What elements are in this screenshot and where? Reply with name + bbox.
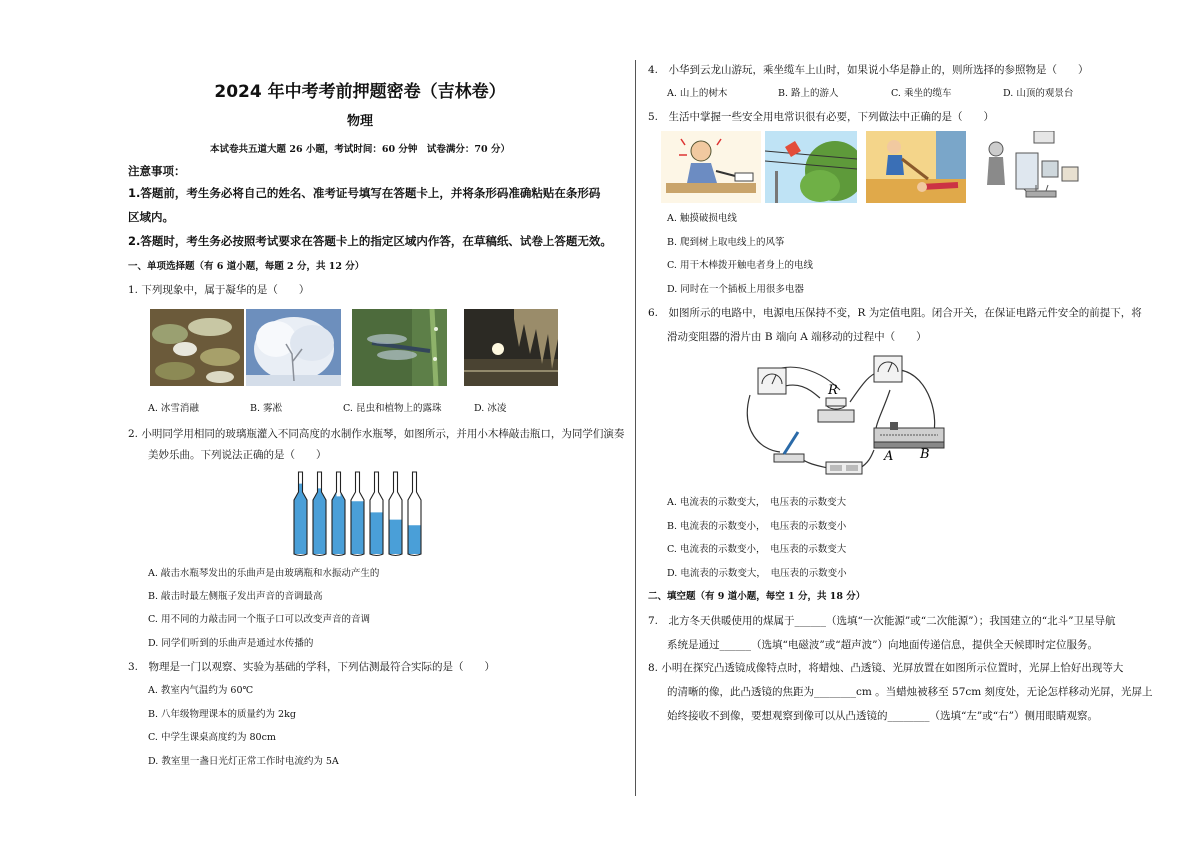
rheostat-end-a-label: A — [884, 449, 894, 464]
q3-option-a: A. 教室内气温约为 60℃ — [148, 685, 254, 696]
q4-option-d: D. 山顶的观景台 — [1003, 88, 1074, 99]
q8-line-2: 的清晰的像，此凸透镜的焦距为________cm 。当蜡烛被移至 57cm 刻度处，无论怎样移动光屏，光屏上 — [667, 686, 1153, 698]
q6-stem: 6. 如图所示的电路中，电源电压保持不变，R 为定值电阻。闭合开关，在保证电路元件安全的前提下，将 — [648, 307, 1142, 319]
q4-option-c: C. 乘坐的缆车 — [891, 88, 952, 99]
q3-option-d: D. 教室里一盏日光灯正常工作时电流约为 5A — [148, 756, 339, 767]
q1-option-b: B. 雾凇 — [250, 403, 283, 414]
q6-stem-cont: 滑动变阻器的滑片由 B 端向 A 端移动的过程中（ ） — [667, 331, 927, 343]
q8-line-1: 8. 小明在探究凸透镜成像特点时，将蜡烛、凸透镜、光屏放置在如图所示位置时，光屏上恰好出现等大 — [648, 662, 1124, 674]
q4-stem: 4. 小华到云龙山游玩，乘坐缆车上山时，如果说小华是静止的，则所选择的参照物是（ ） — [648, 64, 1089, 76]
column-divider — [635, 60, 636, 796]
q1-option-a: A. 冰雪消融 — [148, 403, 199, 414]
q2-water-bottle-figure — [290, 470, 430, 558]
resistor-icon — [818, 398, 854, 422]
water-bottle-5 — [370, 472, 383, 556]
q5-image-rescue-with-stick — [866, 131, 966, 203]
section-1-heading: 一、单项选择题（有 6 道小题，每题 2 分，共 12 分） — [128, 261, 365, 272]
q2-option-a: A. 敲击水瓶琴发出的乐曲声是由玻璃瓶和水振动产生的 — [148, 568, 380, 579]
q5-option-c: C. 用干木棒拨开触电者身上的电线 — [667, 260, 813, 271]
water-bottle-6 — [389, 472, 402, 556]
notice-item-1: 1.答题前，考生务必将自己的姓名、准考证号填写在答题卡上，并将条形码准确粘贴在条形码 — [128, 186, 601, 200]
water-level-7 — [408, 525, 421, 554]
rheostat-end-b-label: B — [920, 447, 930, 462]
rheostat-icon — [874, 422, 944, 448]
water-level-4 — [351, 501, 364, 554]
q1-photo-rime — [246, 309, 341, 386]
q5-image-overloaded-socket — [976, 131, 1084, 203]
q5-option-a: A. 触摸破损电线 — [667, 213, 737, 224]
notice-item-1-cont: 区域内。 — [128, 210, 174, 224]
water-level-2 — [313, 488, 326, 554]
q1-photo-ice-melting — [150, 309, 244, 386]
notice-heading: 注意事项： — [128, 164, 186, 178]
q2-option-b: B. 敲击时最左侧瓶子发出声音的音调最高 — [148, 591, 323, 602]
q1-photo-dewdrops-on-insect — [352, 309, 447, 386]
water-level-6 — [389, 520, 402, 554]
battery-icon — [826, 462, 862, 474]
water-bottle-7 — [408, 472, 421, 556]
q6-circuit-diagram — [740, 350, 950, 480]
notice-item-2: 2.答题时，考生务必按照考试要求在答题卡上的指定区域内作答，在草稿纸、试卷上答题无效。 — [128, 234, 612, 248]
q3-stem: 3. 物理是一门以观察、实验为基础的学科，下列估测最符合实际的是（ ） — [128, 661, 496, 673]
q4-option-b: B. 路上的游人 — [778, 88, 839, 99]
q1-option-c: C. 昆虫和植物上的露珠 — [343, 403, 442, 414]
q6-option-d: D. 电流表的示数变大， 电压表的示数变小 — [667, 568, 847, 579]
water-bottle-1 — [294, 472, 307, 556]
q2-option-d: D. 同学们听到的乐曲声是通过水传播的 — [148, 638, 314, 649]
q5-stem: 5. 生活中掌握一些安全用电常识很有必要，下列做法中正确的是（ ） — [648, 111, 995, 123]
voltmeter-icon — [874, 356, 902, 382]
q7-line-1: 7. 北方冬天供暖使用的煤属于______（选填“一次能源”或“二次能源”）；我国建立的“北斗”卫星导航 — [648, 615, 1116, 627]
subject-heading: 物理 — [346, 114, 373, 129]
water-bottle-2 — [313, 472, 326, 556]
q5-option-d: D. 同时在一个插板上用很多电器 — [667, 284, 804, 295]
switch-icon — [774, 432, 804, 462]
q5-option-b: B. 爬到树上取电线上的风筝 — [667, 237, 785, 248]
q5-image-touching-wire — [661, 131, 761, 203]
exam-info: 本试卷共五道大题 26 小题，考试时间：60 分钟 试卷满分：70 分） — [210, 144, 510, 155]
q6-option-a: A. 电流表的示数变大， 电压表的示数变大 — [667, 497, 847, 508]
q8-line-3: 始终接收不到像，要想观察到像可以从凸透镜的________（选填“左”或“右”）侧用眼睛观察。 — [667, 710, 1098, 722]
q2-option-c: C. 用不同的力敲击同一个瓶子口可以改变声音的音调 — [148, 614, 370, 625]
exam-title: 2024 年中考考前押题密卷（吉林卷） — [214, 82, 506, 102]
water-level-1 — [294, 484, 307, 554]
q2-stem: 2. 小明同学用相同的玻璃瓶灌入不同高度的水制作水瓶琴，如图所示，并用小木棒敲击瓶口，为同学们演奏 — [128, 428, 625, 440]
q5-image-kite-on-wire — [765, 131, 857, 203]
water-bottle-3 — [332, 472, 345, 556]
water-level-5 — [370, 512, 383, 554]
q1-option-d: D. 冰凌 — [474, 403, 507, 414]
q2-stem-cont: 美妙乐曲。下列说法正确的是（ ） — [148, 449, 327, 461]
q3-option-b: B. 八年级物理课本的质量约为 2kg — [148, 709, 296, 720]
q6-option-b: B. 电流表的示数变小， 电压表的示数变小 — [667, 521, 847, 532]
q1-stem: 1. 下列现象中，属于凝华的是（ ） — [128, 284, 310, 296]
section-2-heading: 二、填空题（有 9 道小题，每空 1 分，共 18 分） — [648, 591, 866, 602]
q6-option-c: C. 电流表的示数变小， 电压表的示数变大 — [667, 544, 847, 555]
q1-photo-icicles — [464, 309, 558, 386]
q4-option-a: A. 山上的树木 — [667, 88, 728, 99]
q3-option-c: C. 中学生课桌高度约为 80cm — [148, 732, 276, 743]
water-bottle-4 — [351, 472, 364, 556]
ammeter-icon — [758, 368, 786, 394]
resistor-label: R — [828, 383, 838, 398]
q7-line-2: 系统是通过______（选填“电磁波”或“超声波”）向地面传递信息，提供全天候即时定位服务。 — [667, 639, 1098, 651]
water-level-3 — [332, 492, 345, 554]
